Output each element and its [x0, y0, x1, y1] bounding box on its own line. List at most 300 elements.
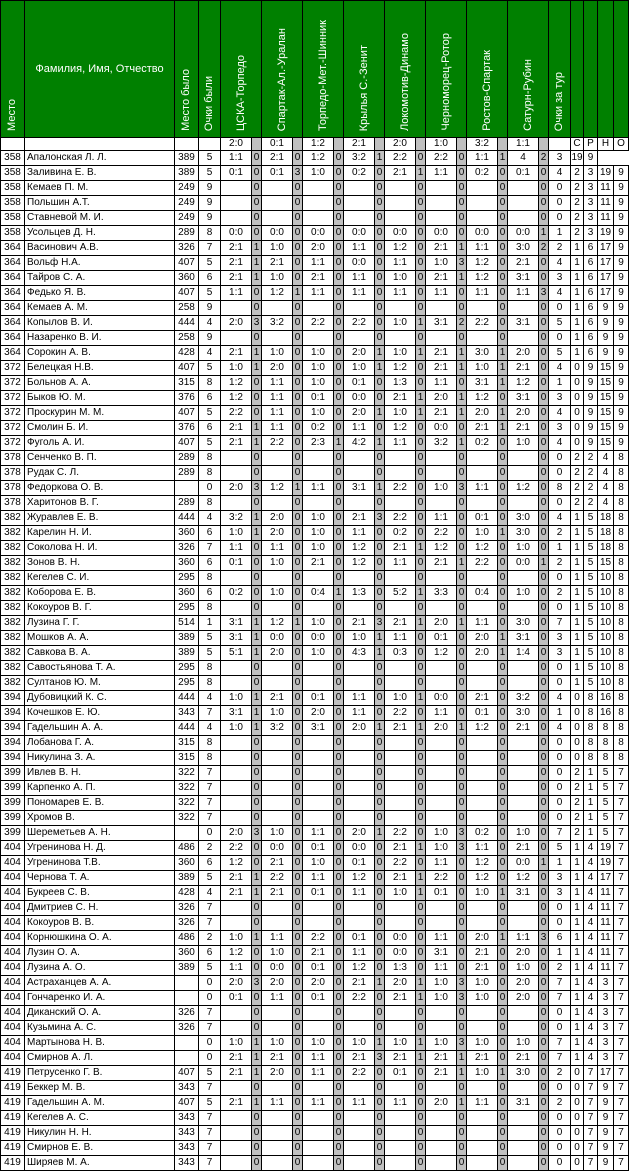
m1-pts-cell: 0 [252, 1111, 262, 1126]
m5-pred-cell: 2:2 [385, 151, 416, 166]
m8-pred-cell: 2:1 [508, 421, 539, 436]
place-was-cell: 389 [175, 646, 199, 661]
place-cell: 372 [1, 361, 25, 376]
m4-pts-cell: 0 [375, 1156, 385, 1171]
m5-pts-cell: 0 [416, 916, 426, 931]
m8-pred-cell [508, 1111, 539, 1126]
tour-points-cell: 3 [549, 871, 571, 886]
stat-s-cell: 1 [571, 916, 584, 931]
name-cell: Никулина З. А. [25, 751, 175, 766]
m1-pts-cell: 1 [252, 1036, 262, 1051]
place-cell: 364 [1, 316, 25, 331]
points-were-cell: 7 [199, 916, 221, 931]
m1-pts-cell: 0 [252, 766, 262, 781]
m1-pred-cell: 0:2 [221, 586, 252, 601]
points-were-cell: 7 [199, 901, 221, 916]
m2-pts-cell: 0 [293, 661, 303, 676]
m2-pred-cell [262, 676, 293, 691]
m4-pts-cell: 0 [375, 916, 385, 931]
m2-pts-cell: 0 [293, 526, 303, 541]
m8-pts-cell: 0 [539, 376, 549, 391]
m6-pred-cell: 1:1 [426, 931, 457, 946]
place-cell: 364 [1, 241, 25, 256]
m6-pred-cell: 1:1 [426, 376, 457, 391]
stat-o-cell: 7 [614, 826, 629, 841]
name-cell: Кегелев А. С. [25, 1111, 175, 1126]
m7-pred-cell [467, 1126, 498, 1141]
name-cell: Лобанова Г. А. [25, 736, 175, 751]
table-row [1, 1021, 629, 1036]
stat-n-cell: 19 [598, 841, 614, 856]
m7-pred-cell [467, 736, 498, 751]
stat-r-cell: 5 [584, 676, 598, 691]
m3-pred-cell: 1:0 [303, 511, 334, 526]
points-were-cell: 5 [199, 151, 221, 166]
m8-pts-cell: 0 [539, 646, 549, 661]
m8-pts-cell: 0 [539, 481, 549, 496]
m7-pts-cell: 0 [498, 976, 508, 991]
place-was-cell: 407 [175, 1066, 199, 1081]
place-cell: 404 [1, 901, 25, 916]
stat-n-cell: 3 [598, 991, 614, 1006]
m6-pts-cell: 0 [457, 916, 467, 931]
m6-pred-cell [426, 751, 457, 766]
m1-pts-cell: 1 [252, 631, 262, 646]
stat-r-cell: 4 [584, 916, 598, 931]
m3-pts-cell: 0 [334, 781, 344, 796]
m4-pred-cell: 0:1 [344, 931, 375, 946]
m1-pts-cell: 1 [252, 616, 262, 631]
m8-pred-cell: 2:0 [508, 346, 539, 361]
m3-pred-cell [303, 736, 334, 751]
m6-pts-cell: 0 [457, 571, 467, 586]
place-was-cell: 444 [175, 721, 199, 736]
table-row [1, 916, 629, 931]
m5-pred-cell [385, 1156, 416, 1171]
points-were-cell: 7 [199, 811, 221, 826]
points-were-cell: 7 [199, 796, 221, 811]
m6-pred-cell: 0:1 [426, 886, 457, 901]
m3-pred-cell: 1:1 [303, 871, 334, 886]
m4-pts-cell: 0 [375, 541, 385, 556]
m2-pred-cell: 1:1 [262, 1096, 293, 1111]
stat-s-cell: 1 [571, 1051, 584, 1066]
m6-pred-cell: 3:3 [426, 586, 457, 601]
place-cell: 404 [1, 946, 25, 961]
m5-pred-cell: 1:0 [385, 346, 416, 361]
stat-label-o: О [614, 138, 629, 151]
name-cell: Кочешков Е. Ю. [25, 706, 175, 721]
table-row [1, 1081, 629, 1096]
m8-pred-cell [508, 916, 539, 931]
tour-points-cell: 0 [549, 571, 571, 586]
m4-pred-cell [344, 661, 375, 676]
m1-pred-cell: 2:1 [221, 421, 252, 436]
m6-pred-cell: 1:2 [426, 541, 457, 556]
m3-pts-cell: 0 [334, 556, 344, 571]
m5-pred-cell: 0:0 [385, 946, 416, 961]
m8-pts-cell: 0 [539, 466, 549, 481]
m2-pred-cell: 1:0 [262, 706, 293, 721]
place-cell: 404 [1, 916, 25, 931]
m8-pred-cell [508, 466, 539, 481]
stat-s-cell: 0 [571, 1066, 584, 1081]
place-cell: 372 [1, 421, 25, 436]
col-stat-empty-2 [584, 1, 598, 138]
m2-pts-cell: 0 [293, 196, 303, 211]
m4-pts-cell: 0 [375, 421, 385, 436]
stat-s-cell: 0 [571, 376, 584, 391]
stat-s-cell: 1 [571, 1021, 584, 1036]
m6-pred-cell [426, 196, 457, 211]
m2-pts-cell: 0 [293, 961, 303, 976]
m4-pred-cell: 2:1 [344, 976, 375, 991]
m4-pred-cell: 4:3 [344, 646, 375, 661]
tour-points-cell: 4 [549, 721, 571, 736]
m7-pts-cell: 1 [498, 151, 508, 166]
m4-pred-cell: 1:1 [344, 946, 375, 961]
m1-pts-cell: 1 [252, 691, 262, 706]
points-were-cell: 8 [199, 226, 221, 241]
m2-pred-cell [262, 1126, 293, 1141]
tour-points-cell: 0 [549, 736, 571, 751]
m2-pred-cell: 2:1 [262, 256, 293, 271]
m1-pts-cell: 0 [252, 811, 262, 826]
m8-pts-cell: 0 [539, 616, 549, 631]
m1-pred-cell: 2:2 [221, 406, 252, 421]
m2-pts-cell: 0 [293, 886, 303, 901]
m3-pred-cell: 0:4 [303, 586, 334, 601]
m3-pred-cell [303, 811, 334, 826]
m1-pred-cell [221, 1126, 252, 1141]
place-cell: 372 [1, 376, 25, 391]
m6-pred-cell: 2:0 [426, 1096, 457, 1111]
m3-pred-cell: 1:1 [303, 256, 334, 271]
m8-pts-cell: 0 [539, 781, 549, 796]
m2-pts-cell: 0 [293, 871, 303, 886]
m8-pts-cell: 0 [539, 421, 549, 436]
stat-o-cell: 7 [614, 871, 629, 886]
m2-pts-cell: 0 [293, 571, 303, 586]
stat-n-cell: 17 [598, 256, 614, 271]
stat-r-cell: 4 [584, 961, 598, 976]
m6-pred-cell [426, 451, 457, 466]
m8-pred-cell [508, 451, 539, 466]
stat-s-cell: 1 [571, 871, 584, 886]
stat-n-cell: 15 [598, 376, 614, 391]
m2-pts-cell: 0 [293, 631, 303, 646]
stat-r-cell: 3 [584, 196, 598, 211]
points-were-cell: 9 [199, 196, 221, 211]
m3-pred-cell: 1:1 [303, 1051, 334, 1066]
place-cell: 404 [1, 886, 25, 901]
stat-s-cell: 1 [571, 571, 584, 586]
m4-pred-cell: 1:0 [344, 361, 375, 376]
stat-r-cell: 6 [584, 241, 598, 256]
m1-pts-cell: 0 [252, 661, 262, 676]
stat-o-cell: 9 [614, 271, 629, 286]
tour-points-cell: 7 [549, 826, 571, 841]
m8-pts-cell: 0 [539, 436, 549, 451]
m2-pts-cell: 0 [293, 1156, 303, 1171]
name-cell: Сенченко В. П. [25, 451, 175, 466]
m1-pts-cell: 0 [252, 541, 262, 556]
m4-pred-cell [344, 781, 375, 796]
m6-pts-cell: 0 [457, 1081, 467, 1096]
m1-pred-cell [221, 451, 252, 466]
m7-pts-cell: 0 [498, 496, 508, 511]
m7-pts-cell: 0 [498, 196, 508, 211]
m8-pred-cell [508, 766, 539, 781]
m8-pred-cell [508, 736, 539, 751]
m2-pts-cell: 0 [293, 1141, 303, 1156]
stat-r-cell: 8 [584, 721, 598, 736]
name-cell: Ставневой М. И. [25, 211, 175, 226]
m8-pts-cell: 3 [539, 931, 549, 946]
m8-pred-cell [508, 1156, 539, 1171]
stat-o-cell: 7 [614, 916, 629, 931]
tour-points-cell: 4 [549, 361, 571, 376]
m1-pred-cell: 1:2 [221, 376, 252, 391]
m7-pts-cell: 0 [498, 211, 508, 226]
place-cell: 382 [1, 586, 25, 601]
m6-pts-cell: 0 [457, 511, 467, 526]
stat-s-cell: 0 [571, 421, 584, 436]
points-were-cell: 7 [199, 241, 221, 256]
m8-pts-cell: 0 [539, 571, 549, 586]
stat-r-cell: 3 [584, 211, 598, 226]
m8-pts-cell: 0 [539, 361, 549, 376]
stat-o-cell: 7 [614, 1051, 629, 1066]
m7-pred-cell [467, 676, 498, 691]
m2-pts-cell: 0 [293, 181, 303, 196]
m4-pts-cell: 0 [375, 961, 385, 976]
m6-pred-cell: 1:0 [426, 1036, 457, 1051]
m5-pred-cell [385, 1111, 416, 1126]
stat-s-cell: 1 [571, 286, 584, 301]
m3-pred-cell [303, 196, 334, 211]
m4-pred-cell [344, 1126, 375, 1141]
m4-pts-cell: 0 [375, 766, 385, 781]
m8-pts-cell: 0 [539, 661, 549, 676]
m8-pts-cell: 0 [539, 196, 549, 211]
m1-pred-cell [221, 1021, 252, 1036]
tour-points-cell: 0 [549, 916, 571, 931]
m1-pts-cell: 0 [252, 196, 262, 211]
points-were-cell: 4 [199, 346, 221, 361]
m3-pred-cell [303, 496, 334, 511]
m8-pts-cell: 0 [539, 961, 549, 976]
m7-pred-cell: 0:1 [467, 706, 498, 721]
stat-o-cell: 8 [614, 691, 629, 706]
stat-r-cell: 2 [584, 496, 598, 511]
m4-pts-cell: 0 [375, 211, 385, 226]
m6-pred-cell [426, 916, 457, 931]
name-cell: Султанов Ю. М. [25, 676, 175, 691]
m1-pts-cell: 1 [252, 511, 262, 526]
m4-pred-cell: 0:0 [344, 256, 375, 271]
m2-pts-cell: 0 [293, 706, 303, 721]
m2-pred-cell: 2:1 [262, 691, 293, 706]
stat-s-cell: 2 [571, 181, 584, 196]
m6-pts-cell: 3 [457, 1036, 467, 1051]
m6-pred-cell: 1:0 [426, 826, 457, 841]
m6-pred-cell [426, 736, 457, 751]
m4-pts-cell: 0 [375, 466, 385, 481]
m1-pred-cell: 2:2 [221, 841, 252, 856]
m7-pred-cell: 2:1 [467, 421, 498, 436]
m8-pts-cell: 0 [539, 346, 549, 361]
m4-pred-cell [344, 1081, 375, 1096]
place-was-cell: 326 [175, 1021, 199, 1036]
stat-o-cell: 8 [614, 736, 629, 751]
stat-s-cell: 1 [571, 1036, 584, 1051]
name-cell: Савкова В. А. [25, 646, 175, 661]
m6-pred-cell: 1:1 [426, 166, 457, 181]
stat-r-cell: 7 [584, 1081, 598, 1096]
m1-pts-cell: 0 [252, 1081, 262, 1096]
m1-pts-cell: 0 [252, 856, 262, 871]
m6-pts-cell: 1 [457, 361, 467, 376]
m7-pts-cell: 0 [498, 391, 508, 406]
m5-pred-cell [385, 331, 416, 346]
stat-r-cell: 4 [584, 931, 598, 946]
place-was-cell: 376 [175, 421, 199, 436]
m2-pts-cell: 0 [293, 901, 303, 916]
stat-r-cell: 7 [584, 1066, 598, 1081]
m8-pts-cell: 0 [539, 1081, 549, 1096]
stat-r-cell: 5 [584, 571, 598, 586]
name-cell: Гадельшин А. А. [25, 721, 175, 736]
m6-pred-cell: 1:1 [426, 961, 457, 976]
points-were-cell: 7 [199, 1156, 221, 1171]
stat-r-cell: 4 [584, 946, 598, 961]
stat-o-cell: 7 [614, 946, 629, 961]
m8-pred-cell: 2:1 [508, 361, 539, 376]
points-were-cell: 4 [199, 691, 221, 706]
m8-pred-cell: 0:0 [508, 856, 539, 871]
place-cell: 419 [1, 1156, 25, 1171]
name-cell: Гончаренко И. А. [25, 991, 175, 1006]
m4-pred-cell [344, 331, 375, 346]
m6-pts-cell: 1 [457, 1051, 467, 1066]
m7-pred-cell [467, 1141, 498, 1156]
m8-pred-cell [508, 811, 539, 826]
name-cell: Кокоуров В. Г. [25, 601, 175, 616]
m2-pred-cell: 2:0 [262, 646, 293, 661]
name-cell: Беккер М. В. [25, 1081, 175, 1096]
m4-pred-cell [344, 451, 375, 466]
m2-pred-cell: 1:1 [262, 406, 293, 421]
m1-pred-cell: 2:0 [221, 976, 252, 991]
stat-s-cell: 0 [571, 391, 584, 406]
m6-pts-cell: 3 [457, 826, 467, 841]
m2-pred-cell [262, 1006, 293, 1021]
results-empty [549, 138, 571, 151]
m3-pts-cell: 0 [334, 1051, 344, 1066]
m8-pts-cell: 2 [539, 241, 549, 256]
m3-pred-cell: 0:1 [303, 991, 334, 1006]
m4-pred-cell [344, 1021, 375, 1036]
m6-pred-cell: 2:1 [426, 361, 457, 376]
m1-pred-cell [221, 811, 252, 826]
name-cell: Вольф Н.А. [25, 256, 175, 271]
m3-pts-cell: 0 [334, 946, 344, 961]
place-was-cell: 326 [175, 241, 199, 256]
place-was-cell: 389 [175, 631, 199, 646]
table-row [1, 736, 629, 751]
m1-pred-cell [221, 766, 252, 781]
m7-pred-cell [467, 466, 498, 481]
m4-pts-cell: 0 [375, 676, 385, 691]
m7-pts-cell: 0 [498, 1036, 508, 1051]
table-row [1, 556, 629, 571]
stat-o-cell: 8 [614, 526, 629, 541]
stat-r-cell: 9 [584, 376, 598, 391]
stat-o-cell: 9 [614, 241, 629, 256]
m1-pred-cell [221, 676, 252, 691]
points-were-cell: 0 [199, 826, 221, 841]
m1-pts-cell: 1 [252, 256, 262, 271]
stat-o-cell: 8 [614, 496, 629, 511]
table-row [1, 181, 629, 196]
m5-pts-cell: 0 [416, 1156, 426, 1171]
m7-pts-cell: 1 [498, 346, 508, 361]
m7-pred-cell [467, 571, 498, 586]
m6-pred-cell: 1:1 [426, 511, 457, 526]
place-was-cell: 343 [175, 1081, 199, 1096]
m7-pred-cell: 2:1 [467, 961, 498, 976]
m6-pred-cell: 1:1 [426, 856, 457, 871]
m5-pts-cell: 1 [416, 316, 426, 331]
tour-points-cell: 7 [549, 616, 571, 631]
m1-pts-cell: 0 [252, 226, 262, 241]
m1-pts-cell: 0 [252, 286, 262, 301]
m3-pred-cell: 1:0 [303, 346, 334, 361]
tour-points-cell: 3 [549, 391, 571, 406]
m3-pred-cell: 0:1 [303, 961, 334, 976]
m4-pred-cell [344, 301, 375, 316]
stat-n-cell: 18 [598, 526, 614, 541]
stat-o-cell: 7 [614, 781, 629, 796]
place-was-cell: 326 [175, 901, 199, 916]
points-were-cell: 4 [199, 316, 221, 331]
m7-pts-cell: 0 [498, 481, 508, 496]
m6-pred-cell [426, 1156, 457, 1171]
m2-pts-cell: 0 [293, 151, 303, 166]
m7-pts-cell: 0 [498, 736, 508, 751]
m6-pts-cell: 0 [457, 526, 467, 541]
m1-pred-cell [221, 301, 252, 316]
m6-pred-cell: 2:2 [426, 871, 457, 886]
table-row [1, 1066, 629, 1081]
stat-r-cell: 6 [584, 331, 598, 346]
m1-pred-cell [221, 751, 252, 766]
m1-pred-cell [221, 571, 252, 586]
stat-n-cell: 11 [598, 916, 614, 931]
place-was-cell: 389 [175, 961, 199, 976]
m3-pts-cell: 0 [334, 676, 344, 691]
stat-n-cell: 10 [598, 676, 614, 691]
m1-pred-cell: 0:1 [221, 991, 252, 1006]
m3-pts-cell: 0 [334, 1081, 344, 1096]
stat-r-cell: 4 [584, 1006, 598, 1021]
m4-pred-cell: 2:1 [344, 1051, 375, 1066]
m7-pts-cell: 0 [498, 781, 508, 796]
stat-r-cell: 4 [584, 1021, 598, 1036]
m8-pred-cell: 2:0 [508, 991, 539, 1006]
m6-pts-cell: 0 [457, 181, 467, 196]
